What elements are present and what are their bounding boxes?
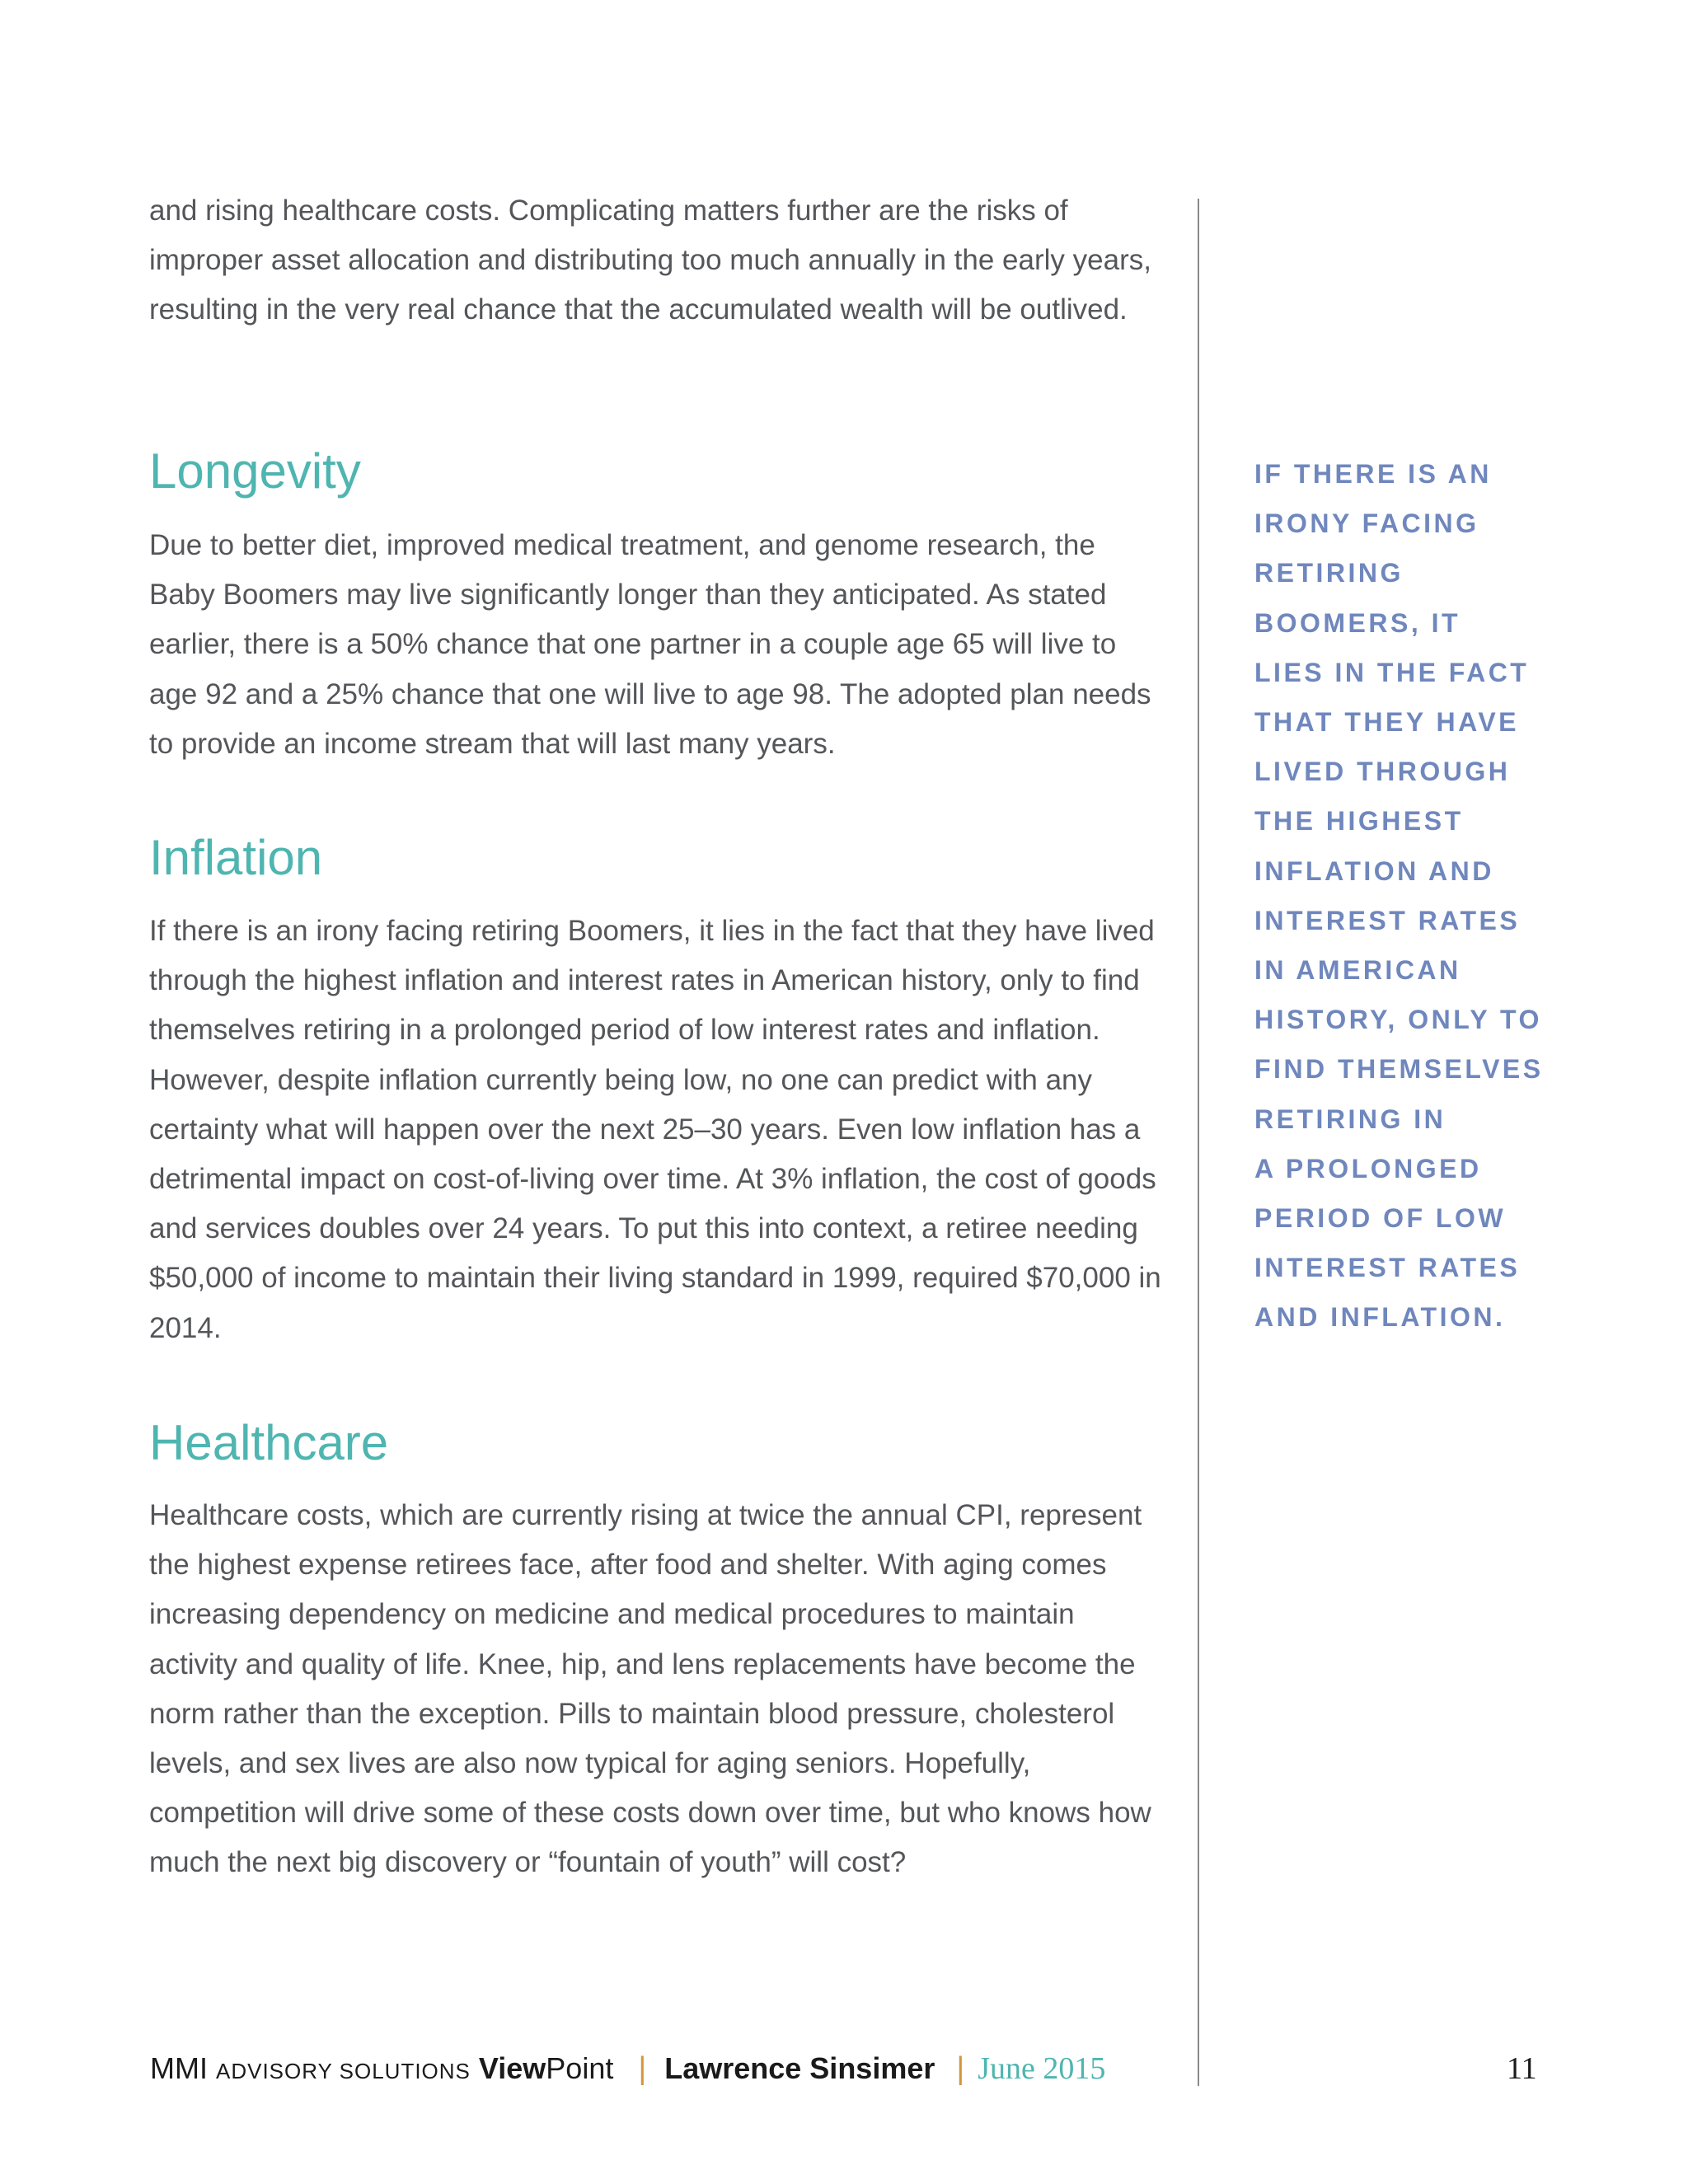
- section-heading-inflation: Inflation: [149, 830, 323, 885]
- section-body-healthcare: Healthcare costs, which are currently rising at twice the annual CPI, represent the highest expense retirees face, after food and shelter. With aging comes increasing dependency on medicine and medical procedures to maintain activity and quality of life. Knee, hip, and lens replacements have become the norm rather than the exception. Pills to maintain blood pressure, cholesterol levels, and sex lives are also now typical for aging seniors. Hopefully, competition will drive some of these costs down over time, but who knows how much the next big discovery or “fountain of youth” will cost?: [149, 1499, 1151, 1879]
- pull-quote: [1254, 449, 1544, 1343]
- footer-brand-view: View: [478, 2051, 546, 2085]
- column-divider: [1198, 199, 1199, 2086]
- page-number: 11: [1507, 2051, 1537, 2086]
- pull-quote-line: IF THERE IS AN: [1254, 459, 1492, 489]
- pull-quote-line: BOOMERS, IT: [1254, 607, 1461, 638]
- footer-brand-point: Point: [546, 2051, 614, 2085]
- footer-author: Lawrence Sinsimer: [664, 2051, 935, 2085]
- page-footer: [150, 2050, 1105, 2100]
- pull-quote-line: THE HIGHEST: [1254, 806, 1464, 837]
- pull-quote-line: INTEREST RATES: [1254, 905, 1521, 935]
- pull-quote-line: PERIOD OF LOW: [1254, 1203, 1507, 1234]
- pull-quote-line: RETIRING IN: [1254, 1104, 1447, 1134]
- pull-quote-line: RETIRING: [1254, 558, 1404, 588]
- section-body-inflation: If there is an irony facing retiring Boomers, it lies in the fact that they have lived through the highest inflation and interest rates in American history, only to find themselves retiring in a prolonged period of low interest rates and inflation. However, despite inflation currently being low, no one can predict with any certainty what will happen over the next 25–30 years. Even low inflation has a detrimental impact on cost-of-living over time. At 3% inflation, the cost of goods and services doubles over 24 years. To put this into context, a retiree needing $50,000 of income to maintain their living standard in 1999, required $70,000 in 2014.: [149, 915, 1161, 1344]
- pull-quote-line: A PROLONGED: [1254, 1153, 1482, 1183]
- footer-brand-mmi: MMI: [150, 2051, 208, 2085]
- section-heading-longevity: Longevity: [149, 443, 361, 499]
- pull-quote-line: THAT THEY HAVE: [1254, 707, 1520, 738]
- footer-separator: |: [956, 2051, 965, 2086]
- pull-quote-line: FIND THEMSELVES: [1254, 1054, 1544, 1085]
- pull-quote-line: INFLATION AND: [1254, 855, 1494, 886]
- section-body-longevity: Due to better diet, improved medical treatment, and genome research, the Baby Boomers may live significantly longer than they anticipated. As stated earlier, there is a 50% chance that one partner in a couple age 65 will live to age 92 and a 25% chance that one will live to age 98. The adopted plan needs to provide an income stream that will last many years.: [149, 529, 1151, 760]
- footer-separator: |: [638, 2051, 647, 2086]
- pull-quote-line: IRONY FACING: [1254, 509, 1479, 539]
- intro-paragraph: and rising healthcare costs. Complicating matters further are the risks of improper asset allocation and distributing too much annually in the early years, resulting in the very real chance that the accumulated wealth will be outlived.: [149, 194, 1151, 326]
- footer-date: June 2015: [978, 2051, 1106, 2086]
- footer-brand-advisory: ADVISORY SOLUTIONS: [215, 2059, 471, 2083]
- pull-quote-line: LIVED THROUGH: [1254, 757, 1511, 787]
- section-heading-healthcare: Healthcare: [149, 1415, 389, 1470]
- pull-quote-line: INTEREST RATES: [1254, 1253, 1521, 1283]
- pull-quote-line: AND INFLATION.: [1254, 1302, 1506, 1333]
- pull-quote-line: HISTORY, ONLY TO: [1254, 1005, 1542, 1035]
- pull-quote-line: LIES IN THE FACT: [1254, 657, 1530, 687]
- pull-quote-line: IN AMERICAN: [1254, 955, 1461, 986]
